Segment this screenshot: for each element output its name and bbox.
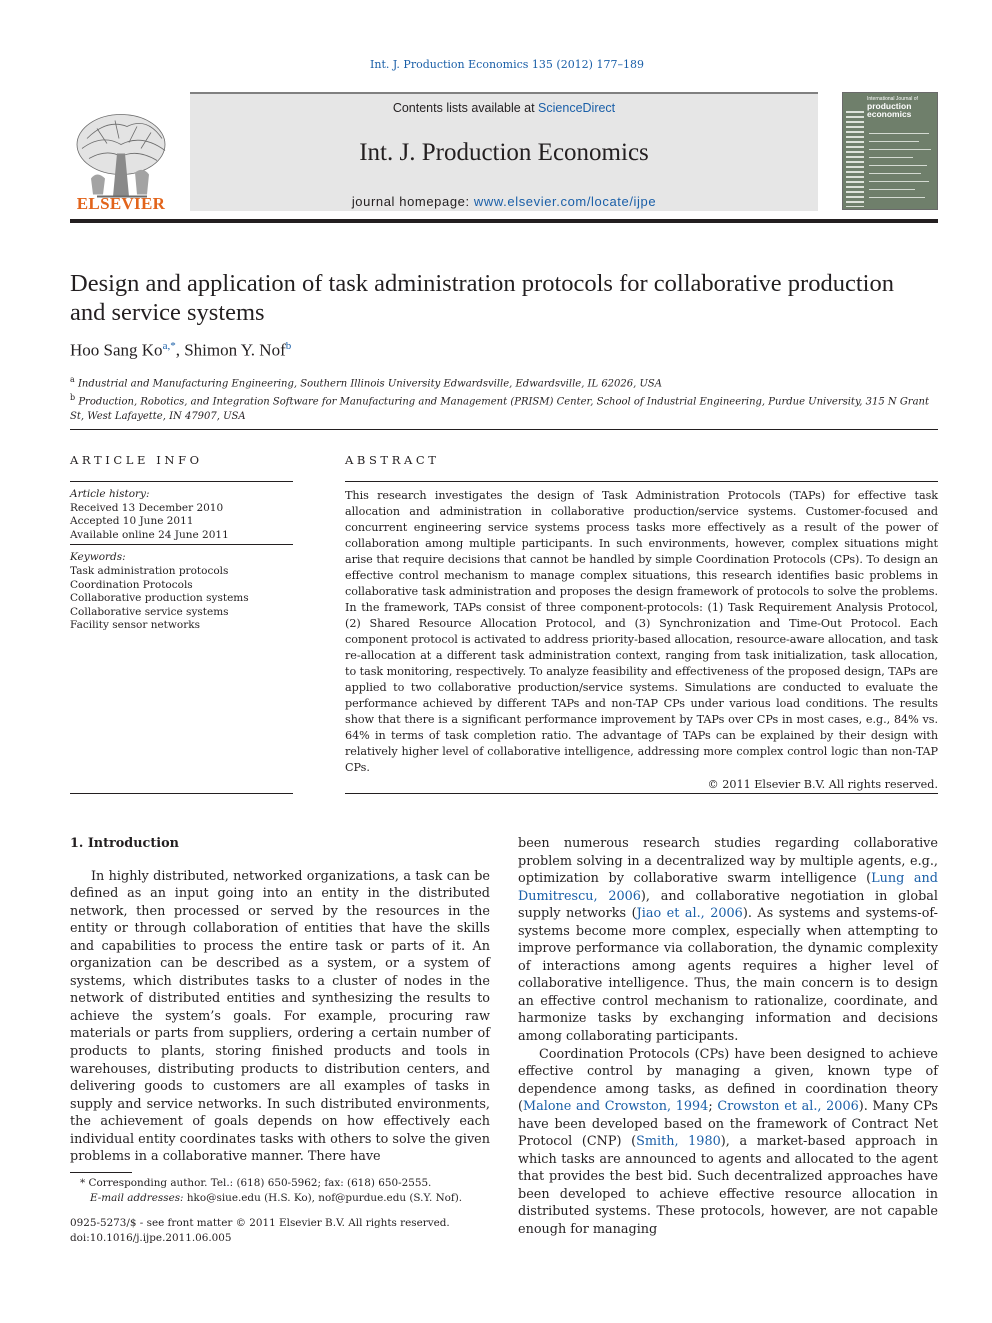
footnote-rule	[70, 1172, 132, 1173]
info-rule	[70, 544, 293, 545]
email-addresses: E-mail addresses: hko@siue.edu (H.S. Ko), nof@purdue.edu (S.Y. Nof).	[90, 1192, 463, 1204]
article-info-heading: ARTICLE INFO	[70, 453, 203, 467]
article-info-panel	[70, 453, 293, 633]
affiliation-item: $^a$ Industrial and Manufacturing Engineering, Southern Illinois University Edwardsville, Edwardsville, IL 62026, USA	[70, 375, 662, 390]
issn-line: 0925-5273/$ - see front matter © 2011 Elsevier B.V. All rights reserved.	[70, 1217, 450, 1229]
history-online: Available online 24 June 2011	[70, 528, 229, 541]
author-affiliation-mark[interactable]: b	[285, 340, 292, 352]
cover-title: International Journal of production economics	[867, 96, 918, 119]
doi-link[interactable]: doi:10.1016/j.ijpe.2011.06.005	[70, 1231, 232, 1244]
citation-link[interactable]: Lung and Dumitrescu, 2006	[518, 871, 938, 904]
front-matter-footer	[70, 1216, 500, 1245]
abstract-rule	[345, 481, 938, 482]
cover-text-line	[869, 197, 925, 198]
author-name: Hoo Sang Ko	[70, 340, 163, 360]
body-paragraph: Coordination Protocols (CPs) have been designed to achieve effective control by managing a given, known type of dependence among tasks, as defined in coordination theory (Malone and Crowston, 1994; Crowston et al., 2006). Many CPs have been developed based on the framework of Contract Net Protocol (CNP) (Smith, 1980), a market-based approach in which tasks are announced to agents and allocated to the agent that provides the best bid. Such decentralized approaches have been developed to achieve effective resource allocation in distributed systems. These protocols, however, are not capable enough for managing	[518, 1046, 938, 1238]
abstract-heading: ABSTRACT	[345, 453, 440, 467]
author-list: Hoo Sang $Ko^{a,*}$, Shimon Y. Nof$^b$	[70, 340, 292, 360]
keyword-item: Facility sensor networks	[70, 619, 200, 632]
sciencedirect-link[interactable]: ScienceDirect	[538, 101, 616, 115]
section-title: 1. Introduction	[70, 836, 179, 851]
cover-text-line	[869, 141, 919, 142]
keyword-item: Collaborative production systems	[70, 592, 249, 605]
cover-text-line	[869, 133, 929, 134]
cover-text-line	[869, 173, 921, 174]
contents-available-line	[190, 101, 818, 115]
citation-link[interactable]: Smith, 1980	[636, 1134, 721, 1150]
cover-text-line	[869, 189, 915, 190]
keyword-item: Task administration protocols	[70, 564, 229, 577]
history-accepted: Accepted 10 June 2011	[70, 515, 194, 528]
header-rule	[70, 219, 938, 223]
info-bottom-rule	[70, 793, 293, 794]
journal-citation[interactable]: Int. J. Production Economics 135 (2012) 177–189	[370, 58, 644, 71]
affiliation-item: $^b$ Production, Robotics, and Integration Software for Manufacturing and Management (PRISM) Center, School of Industrial Engineering, Purdue University, 315 N Grant St, West Lafayette, IN 47907, USA	[70, 393, 930, 422]
abstract-copyright: © 2011 Elsevier B.V. All rights reserved.	[707, 778, 938, 791]
keyword-item: Coordination Protocols	[70, 578, 193, 591]
abstract-text: This research investigates the design of Task Administration Protocols (TAPs) for effective task allocation and administration in collaborative production/service systems. Customer-focused and concurrent engineering service systems process tasks more effectively as a result of the power of collaboration among multiple participants. In such environments, however, complex situations might arise that require decisions that cannot be handled by simple Coordination Protocols (CPs). To design an effective control mechanism to manage complex situations, this research identifies basic problems in collaborative task administration and proposes the design framework of protocols to solve the problems. In the framework, TAPs consist of three component-protocols: (1) Task Requirement Analysis Protocol, (2) Shared Resource Allocation Protocol, and (3) Synchronization and Time-Out Protocol. Each component protocol is activated to address priority-based allocation, resource-aware allocation, and task re-allocation at a different task administration context, ranging from task initialization, task allocation, to task monitoring, respectively. To analyze feasibility and effectiveness of the proposed design, TAPs are applied to two collaborative production/service systems. Simulations are conducted to evaluate the performance achieved by different TAPs and non-TAP CPs under various load conditions. The results show that there is a significant performance improvement by TAPs over CPs in most cases, e.g., 84% vs. 64% in terms of task completion ratio. The advantage of TAPs can be explained by their design with relatively higher level of collaborative intelligence, addressing more complex control logic than non-TAP CPs.	[345, 489, 938, 774]
body-paragraph: In highly distributed, networked organizations, a task can be defined as an input going into an entity in the distributed network, then processed or served by the resources in the entity or through collaboration of entities that have the skills and capabilities to process the entire task or parts of it. An organization can be described as a system, or a system of systems, which distributes tasks to a cluster of nodes in the network of distributed entities and synthesizing the results to achieve the system’s goals. For example, procuring raw materials or parts from suppliers, ordering a certain number of products to plants, storing finished products and tools in warehouses, distributing products to distribution centers, and delivering goods to customers are all examples of tasks in supply and service networks. In such distributed environments, the achievement of goals depends on how effectively each individual entity coordinates tasks with others to solve the given problems in a collaborative manner. There have	[70, 868, 490, 1165]
citation-link[interactable]: Crowston et al., 2006	[717, 1099, 859, 1115]
homepage-prefix: journal homepage:	[351, 194, 474, 209]
abstract-bottom-rule	[345, 793, 938, 794]
corresponding-author-note: * Corresponding author. Tel.: (618) 650-5962; fax: (618) 650-2555.	[80, 1177, 432, 1189]
cover-text-line	[869, 149, 931, 150]
author-name: Shimon Y. Nof	[184, 340, 286, 360]
body-paragraph: been numerous research studies regarding collaborative problem solving in a decentralized way by multiple agents, e.g., optimization by collaborative swarm intelligence (Lung and Dumitrescu, 2006), and collaborative negotiation in global supply networks (Jiao et al., 2006). As systems and systems-of-systems become more complex, especially when attempting to improve performance via collaboration, the dynamic complexity of interactions among agents requires a higher level of collaborative intelligence. Thus, the main concern is to design an effective control mechanism to rationalize, coordinate, and harmonize tasks by exchanging information and decisions among collaborating participants.	[518, 836, 938, 1045]
cover-sidebar-pattern	[846, 111, 864, 207]
corresponding-author-footnote	[70, 1172, 490, 1206]
homepage-link[interactable]: www.elsevier.com/locate/ijpe	[473, 194, 657, 209]
body-right-column	[518, 835, 938, 1239]
citation-link[interactable]: Jiao et al., 2006	[636, 906, 743, 922]
cover-text-line	[869, 157, 913, 158]
article-title: Design and application of task administration protocols for collaborative production and service systems	[70, 270, 894, 326]
info-rule	[70, 481, 293, 482]
abstract-panel	[345, 453, 938, 791]
cover-text-line	[869, 181, 929, 182]
affiliation-rule	[70, 429, 938, 430]
journal-homepage-line	[190, 194, 818, 209]
author-affiliation-mark[interactable]: a,*	[162, 340, 176, 352]
journal-cover-thumbnail[interactable]	[842, 92, 938, 210]
citation-link[interactable]: Malone and Crowston, 1994	[523, 1099, 709, 1115]
history-received: Received 13 December 2010	[70, 501, 224, 514]
contents-prefix: Contents lists available at	[392, 101, 539, 115]
affiliations	[70, 373, 938, 424]
body-left-column	[70, 835, 490, 1166]
history-label: Article history:	[70, 488, 150, 500]
keyword-item: Collaborative service systems	[70, 605, 229, 618]
journal-title: Int. J. Production Economics	[359, 139, 649, 166]
elsevier-wordmark[interactable]: ELSEVIER	[76, 194, 166, 213]
cover-text-line	[869, 165, 927, 166]
keywords-label: Keywords:	[70, 551, 126, 564]
